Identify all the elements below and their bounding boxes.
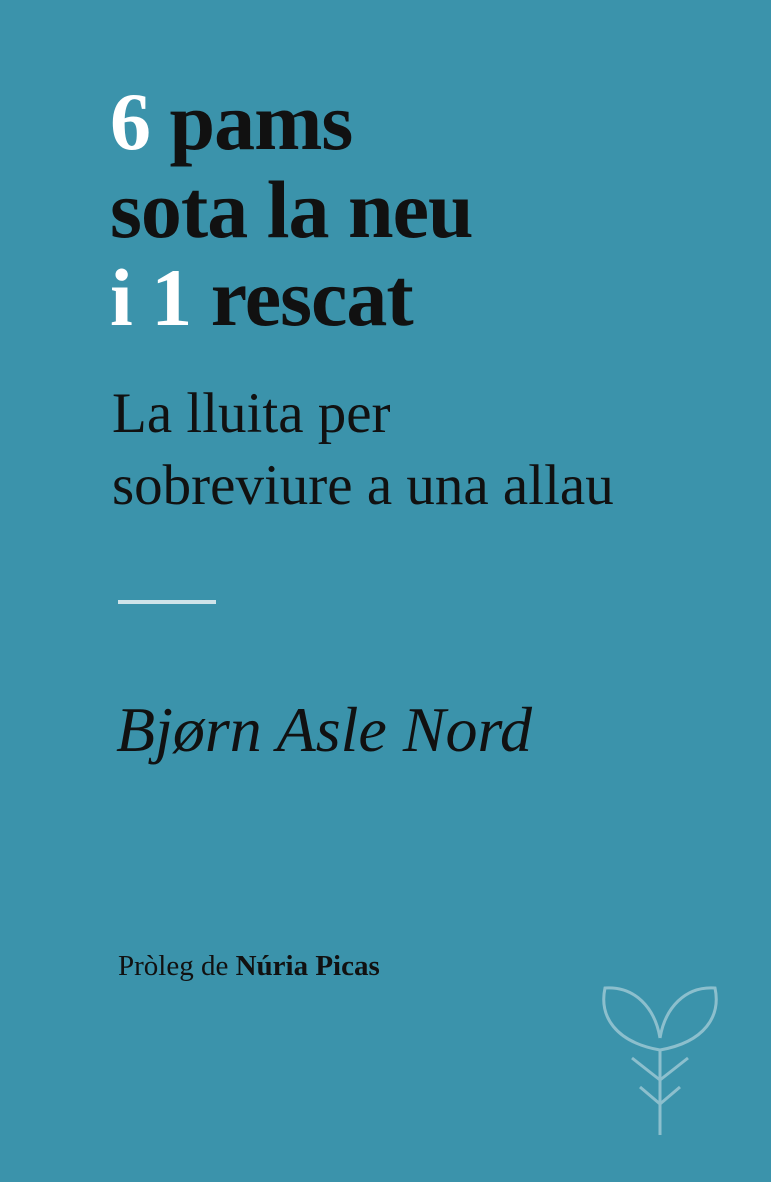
title-numeral-6: 6	[110, 76, 150, 167]
book-subtitle	[112, 378, 752, 522]
divider-rule	[118, 600, 216, 604]
author-name: Bjørn Asle Nord	[116, 694, 533, 765]
prologue-author-name: Núria Picas	[235, 950, 380, 982]
title-line-2-text: sota la neu	[110, 164, 473, 255]
title-line-3	[110, 254, 730, 342]
subtitle-line-2: sobreviure a una allau	[112, 454, 614, 517]
title-line-1	[110, 78, 730, 166]
leaf-icon	[585, 980, 735, 1140]
subtitle-line-1: La lluita per	[112, 382, 391, 445]
book-title	[110, 78, 730, 342]
prologue-credit	[118, 948, 380, 984]
title-numeral-1: i 1	[110, 252, 192, 343]
title-line-1-text: pams	[150, 76, 353, 167]
title-line-3-text: rescat	[191, 252, 413, 343]
prologue-label: Pròleg de	[118, 950, 236, 982]
title-line-2	[110, 166, 730, 254]
